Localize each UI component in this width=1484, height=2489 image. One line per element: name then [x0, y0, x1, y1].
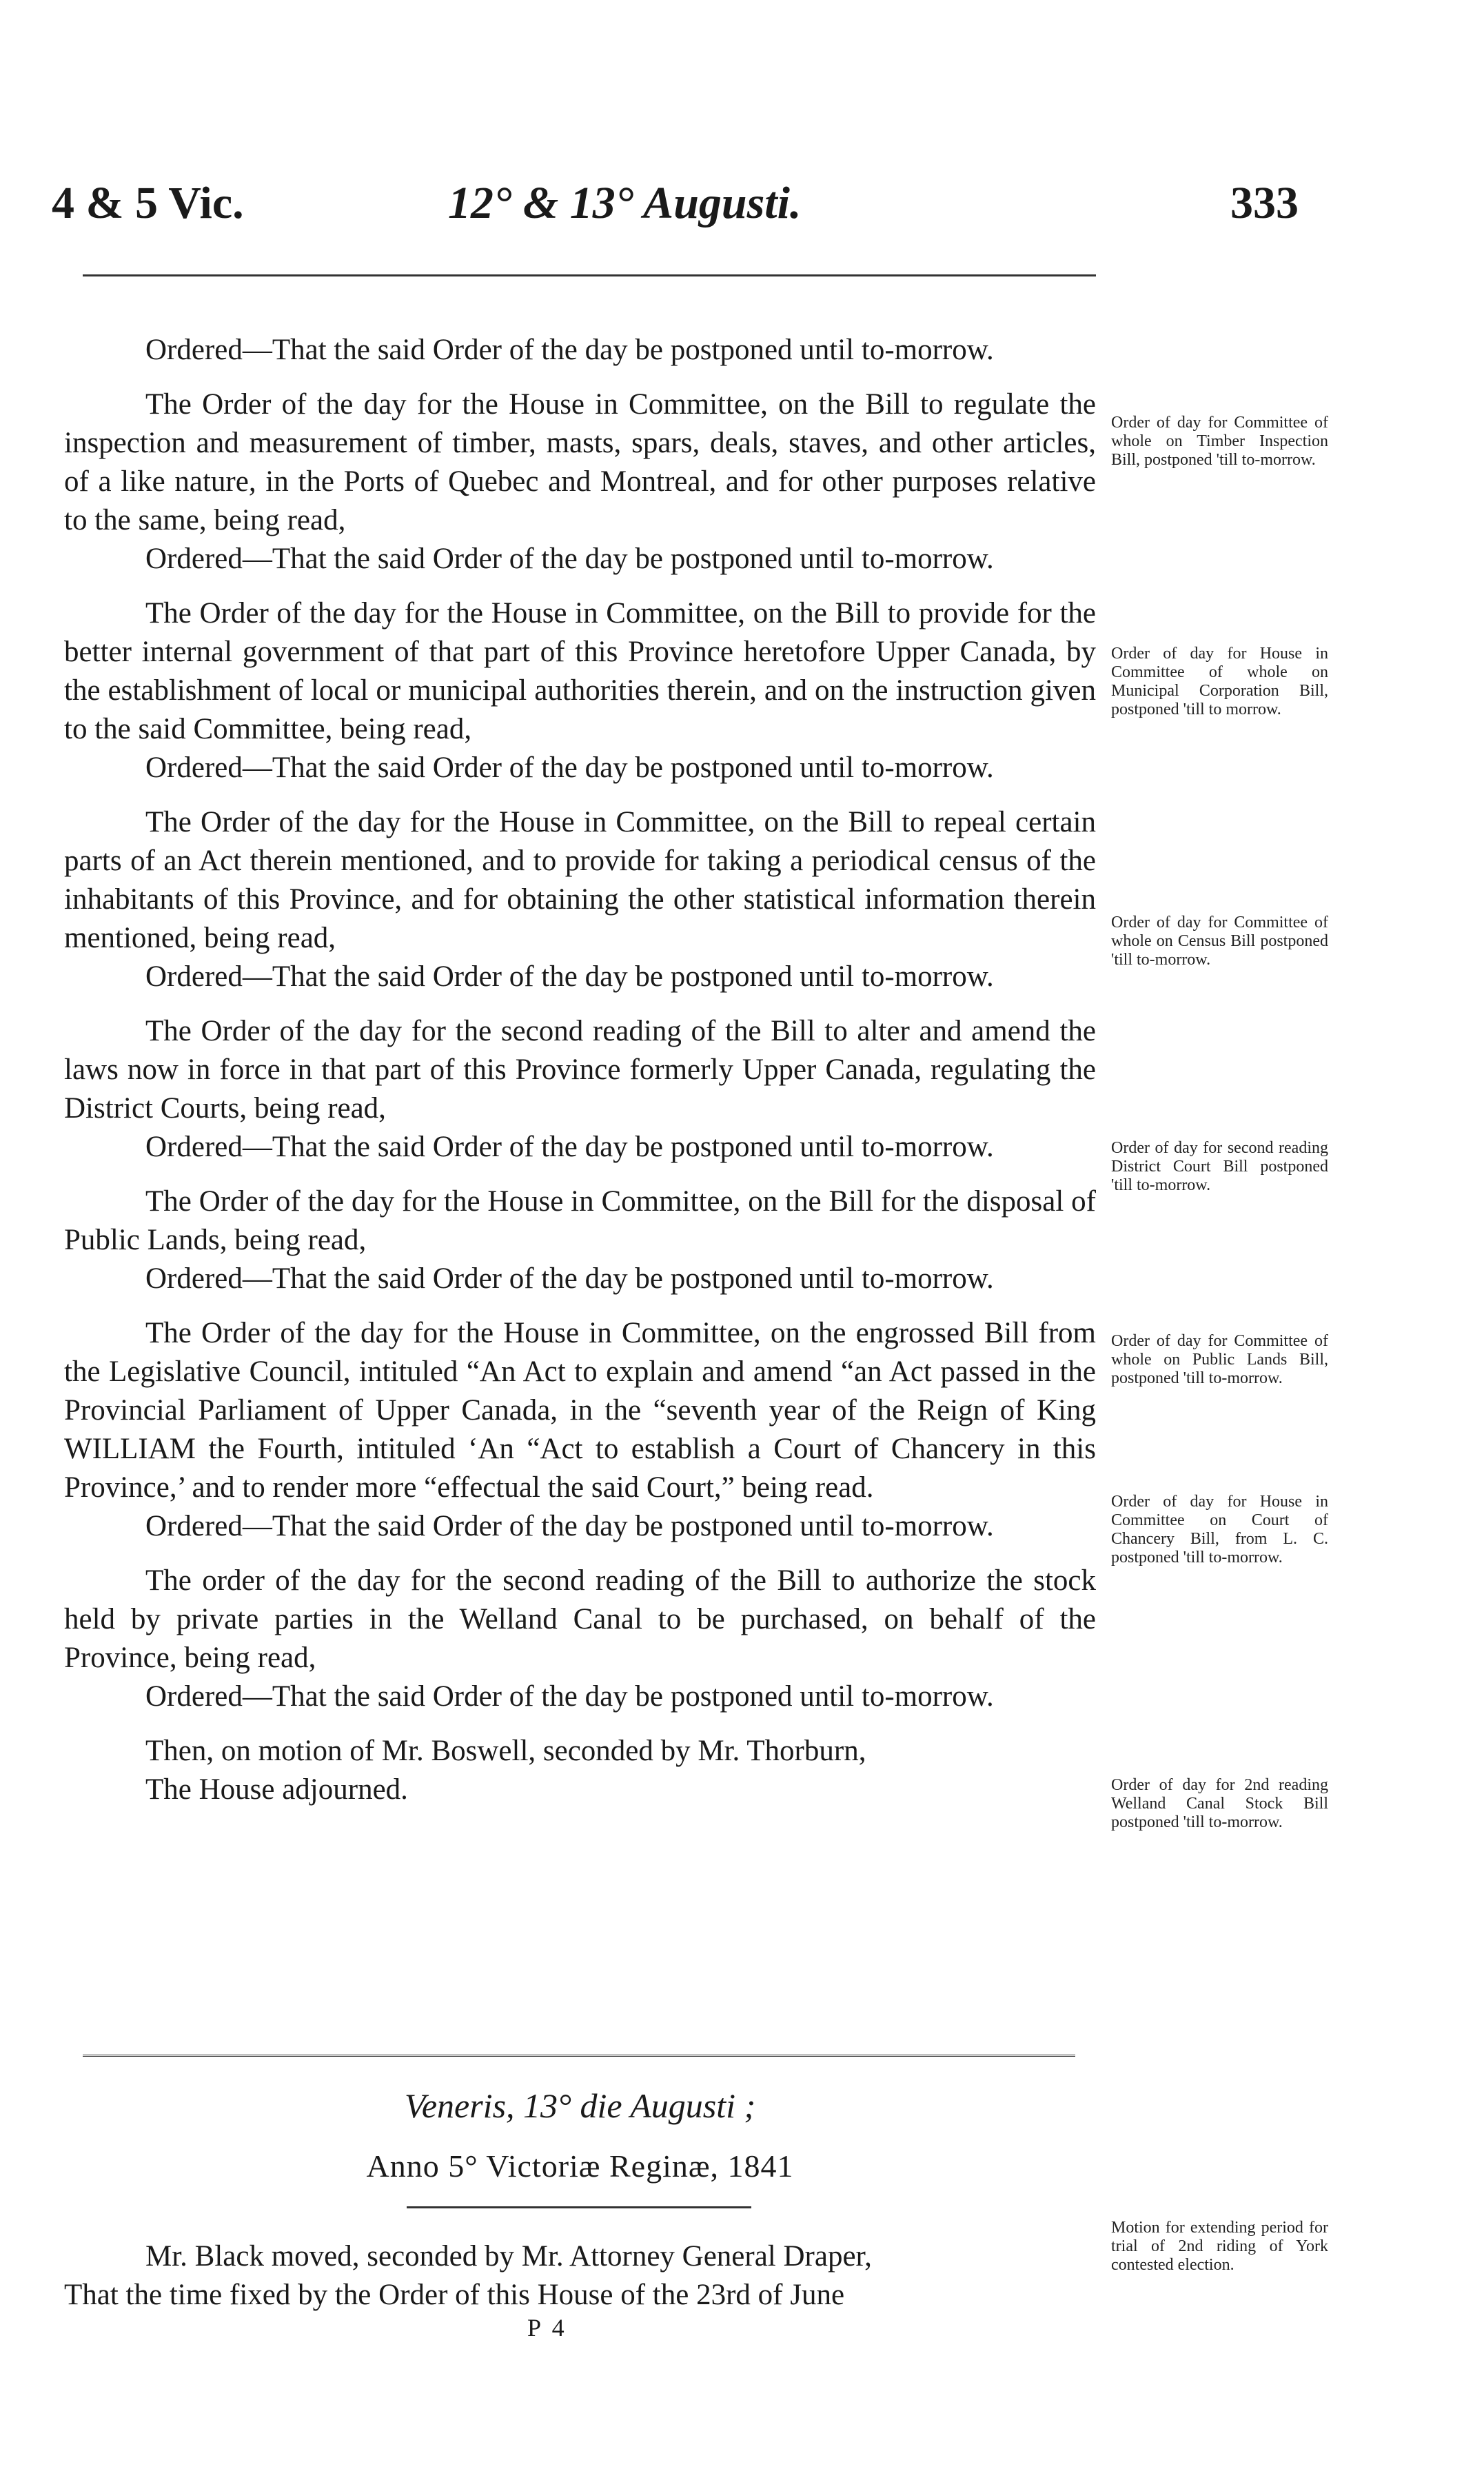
entry-text: The Order of the day for the second reading of the Bill to alter and amend the laws now in force in that part of this Province formerly Upper Canada, regulating the District Courts, being read, [64, 1015, 1096, 1125]
entry-text: The order of the day for the second reading of the Bill to authorize the stock held by private parties in the Welland Canal to be purchased, on behalf of the Province, being read, [64, 1564, 1096, 1674]
entry-7 [64, 1562, 1096, 1716]
session-day: Veneris, 13° die Augusti ; [404, 2086, 756, 2125]
margin-note-municipal: Order of day for House in Committee of whole on Municipal Corporation Bill, postponed 'till to morrow. [1111, 645, 1328, 718]
order-postponed: Ordered—That the said Order of the day be postponed until to-morrow. [145, 1131, 994, 1163]
entry-5 [64, 1182, 1096, 1298]
main-column [64, 331, 1096, 1809]
date-rule [407, 2206, 751, 2208]
order-postponed: Ordered—That the said Order of the day be postponed until to-morrow. [145, 543, 994, 575]
margin-note-timber: Order of day for Committee of whole on Timber Inspection Bill, postponed 'till to-morrow. [1111, 414, 1328, 469]
entry-4 [64, 1012, 1096, 1167]
margin-note-motion: Motion for extending period for trial of 2nd riding of York contested election. [1111, 2219, 1328, 2274]
order-postponed: Ordered—That the said Order of the day be postponed until to-morrow. [145, 1262, 994, 1295]
section-rule [83, 2055, 1075, 2059]
order-postponed: Ordered—That the said Order of the day be postponed until to-morrow. [145, 960, 994, 993]
order-postponed: Ordered—That the said Order of the day be postponed until to-morrow. [145, 334, 994, 366]
order-postponed: Ordered—That the said Order of the day be postponed until to-morrow. [145, 1510, 994, 1542]
entry-0 [64, 331, 1096, 370]
entry-text: The Order of the day for the House in Committee, on the Bill to provide for the better internal government of that part of this Province heretofore Upper Canada, by the establishment of local or municipal authorities therein, and on the instruction given to the said Committee, being read, [64, 597, 1096, 745]
entry-3 [64, 803, 1096, 996]
motion-line-2: That the time fixed by the Order of this House of the 23rd of June [64, 2279, 845, 2311]
page-number: 333 [1230, 178, 1299, 228]
entry-6 [64, 1314, 1096, 1546]
entry-text: The Order of the day for the House in Committee, on the Bill to repeal certain parts of an Act therein mentioned, and to provide for taking a periodical census of the inhabitants of this Province, and for obtaining the other statistical information therein mentioned, being read, [64, 806, 1096, 954]
margin-note-chancery: Order of day for House in Committee on Court of Chancery Bill, from L. C. postponed 'till to-morrow. [1111, 1493, 1328, 1566]
margin-note-district-court: Order of day for second reading District Court Bill postponed 'till to-morrow. [1111, 1139, 1328, 1194]
session-year: Anno 5° Victoriæ Reginæ, 1841 [366, 2148, 794, 2184]
header-dates: 12° & 13° Augusti. [448, 178, 802, 228]
header-rule [83, 274, 1096, 276]
entry-text: The Order of the day for the House in Committee, on the Bill for the disposal of Public Lands, being read, [64, 1185, 1096, 1256]
header-session: 4 & 5 Vic. [52, 178, 244, 228]
margin-note-census: Order of day for Committee of whole on Census Bill postponed 'till to-morrow. [1111, 914, 1328, 969]
order-postponed: Ordered—That the said Order of the day be postponed until to-morrow. [145, 752, 994, 784]
entry-text: The Order of the day for the House in Committee, on the engrossed Bill from the Legislative Council, intituled “An Act to explain and amend “an Act passed in the Provincial Parliament of Upper Canada, in the “seventh year of the Reign of King WILLIAM the Fourth, intituled ‘An “Act to establish a Court of Chancery in this Province,’ and to render more “effectual the said Court,” being read. [64, 1317, 1096, 1504]
adjournment-motion: Then, on motion of Mr. Boswell, seconded by Mr. Thorburn, [145, 1735, 866, 1767]
margin-note-public-lands: Order of day for Committee of whole on Public Lands Bill, postponed 'till to-morrow. [1111, 1332, 1328, 1387]
margin-note-welland: Order of day for 2nd reading Welland Canal Stock Bill postponed 'till to-morrow. [1111, 1776, 1328, 1831]
entry-1 [64, 385, 1096, 578]
adjournment-text: The House adjourned. [145, 1773, 408, 1806]
motion-text [64, 2237, 1096, 2315]
motion-line-1: Mr. Black moved, seconded by Mr. Attorney General Draper, [145, 2240, 872, 2273]
order-postponed: Ordered—That the said Order of the day be postponed until to-morrow. [145, 1680, 994, 1713]
entry-text: The Order of the day for the House in Committee, on the Bill to regulate the inspection and measurement of timber, masts, spars, deals, staves, and other articles, of a like nature, in the Ports of Quebec and Montreal, and for other purposes relative to the same, being read, [64, 388, 1096, 536]
signature-mark: P 4 [527, 2314, 567, 2341]
entry-2 [64, 594, 1096, 787]
